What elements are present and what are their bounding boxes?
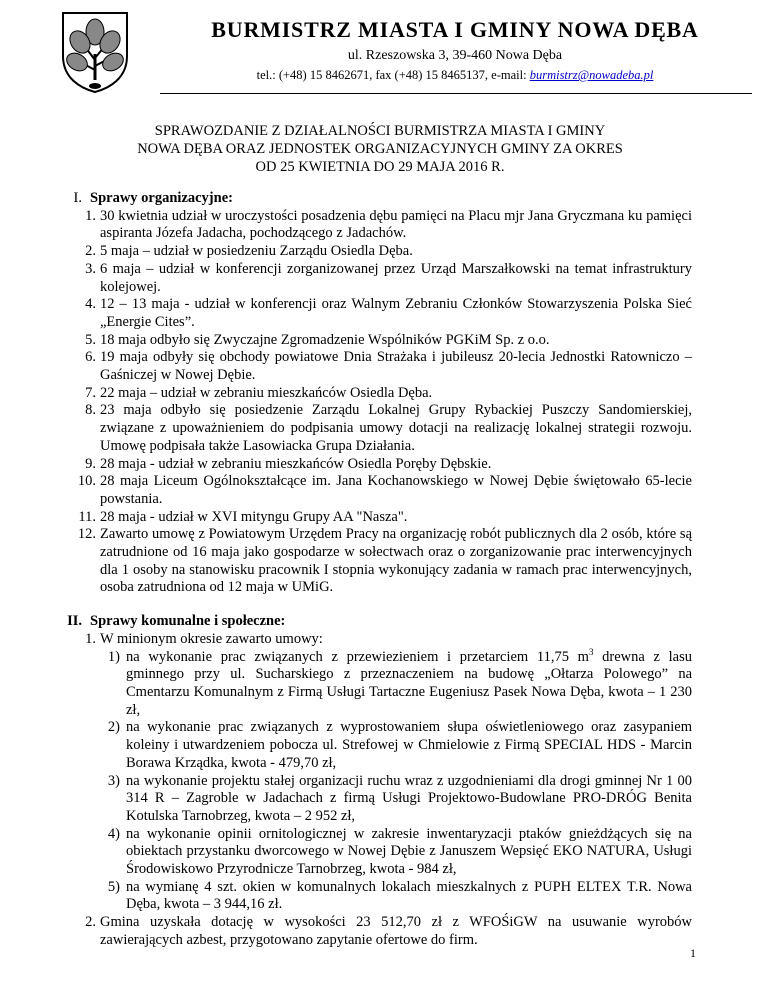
report-title-line: OD 25 KWIETNIA DO 29 MAJA 2016 R. [255, 159, 505, 175]
list-item: 1. 30 kwietnia udział w uroczystości posadzenia dębu pamięci na Placu mjr Jana Gryczmana ku pamięci aspiranta Józefa Jadacha, pochodzącego z Jadachów. [85, 207, 692, 242]
page-number: 1 [690, 946, 696, 960]
list-item: 8. 23 maja odbyło się posiedzenie Zarządu Lokalnej Grupy Rybackiej Puszczy Sandomierskiej, związane z upoważnieniem do podpisania umowy dotacji na realizację lokalnej strategii rozwoju. Umowę podpisała także Lasowiacka Grupa Działania. [85, 402, 692, 454]
header-address: ul. Rzeszowska 3, 39-460 Nowa Dęba [347, 48, 563, 63]
section-numeral: I. [73, 190, 82, 206]
sub-list-item: 1) na wykonanie prac związanych z przewiezieniem i przetarciem 11,75 $m^3$ drewna z lasu gminnego przy ul. Sucharskiego z przeznaczeniem na budowę „Ołtarza Polowego” na Cmentarzu Komunalnym z Firmą Usługi Tartaczne Eugeniusz Pasek Nowa Dęba, kwota – 1 230 zł, [107, 646, 692, 718]
sub-list-item: 3) na wykonanie projektu stałej organizacji ruchu wraz z uzgodnieniami dla drogi gminnej Nr 1 00 314 R – Zagroble w Jadachach z firmą Usługi Projektowo-Budowlane PRO-DRÓG Benita Kotulska Tarnobrzeg, kwota – 2 952 zł, [107, 772, 692, 824]
sub-list-item: 4) na wykonanie opinii ornitologicznej w zakresie inwentaryzacji ptaków gnieżdżących się na obiektach przystanku dworcowego w Nowej Dębie z Januszem Wepsięć EKO NATURA, Usługi Środowiskowo Przyrodnicze Tarnobrzeg, kwota - 984 zł, [107, 825, 692, 878]
list-item: 9. 28 maja - udział w zebraniu mieszkańców Osiedla Poręby Dębskie. [85, 455, 492, 472]
list-item: 12. Zawarto umowę z Powiatowym Urzędem Pracy na organizację robót publicznych dla 2 osób, które są zatrudnione od 16 maja jako gospodarze w sołectwach oraz o zorganizowanie prac interwencyjnych dla 1 osoby na stanowisku pracownik I stopnia wykonujący zadania w ramach prac interwencyjnych, osoba zatrudniona od 12 maja w UMiG. [77, 526, 692, 596]
list-item: 10. 28 maja Liceum Ogólnokształcące im. Jana Kochanowskiego w Nowej Dębie świętowało 65-lecie powstania. [77, 473, 692, 507]
list-item: 4. 12 – 13 maja - udział w konferencji oraz Walnym Zebraniu Członków Stowarzyszenia Polska Sieć „Energie Cites”. [85, 296, 692, 330]
list-item: 11. 28 maja - udział w XVI mityngu Grupy AA "Nasza". [78, 508, 408, 525]
header-contact-text: tel.: (+48) 15 8462671, fax (+48) 15 8465137, e-mail: [256, 68, 530, 82]
header-divider [160, 93, 752, 94]
header-contact [160, 68, 750, 83]
list-item: 6. 19 maja odbyły się obchody powiatowe Dnia Strażaka i jubileusz 20-lecia Jednostki Ratowniczo – Gaśniczej w Nowej Dębie. [85, 349, 692, 384]
report-title [100, 122, 660, 176]
section-heading [67, 613, 692, 631]
list-item: 3. 6 maja – udział w konferencji zorganizowanej przez Urząd Marszałkowski na temat infrastruktury kolejowej. [85, 260, 692, 295]
list-item: 1. W minionym okresie zawarto umowy: [85, 630, 323, 647]
email-link[interactable]: burmistrz@nowadeba.pl [529, 68, 654, 82]
section-title: Sprawy komunalne i społeczne: [90, 613, 286, 630]
list-item: 2. Gmina uzyskała dotację w wysokości 23 512,70 zł z WFOŚiGW na usuwanie wyrobów zawierających azbest, przygotowano zapytanie ofertowe do firm. [85, 914, 692, 948]
report-body [67, 190, 692, 950]
section-title: Sprawy organizacyjne: [90, 190, 233, 206]
section-heading [73, 190, 692, 208]
sub-list-item: 2) na wykonanie prac związanych z wyprostowaniem słupa oświetleniowego oraz zasypaniem koleiny i utwardzeniem pobocza ul. Strefowej w Chmielowie z Firmą SPECIAL HDS - Marcin Borawa Krządka, kwota - 479,70 zł, [107, 719, 692, 771]
header-title: BURMISTRZ MIASTA I GMINY NOWA DĘBA [211, 17, 699, 42]
coat-of-arms-icon [60, 10, 130, 94]
section-numeral: II. [67, 613, 82, 630]
list-item: 7. 22 maja – udział w zebraniu mieszkańców Osiedla Dęba. [85, 384, 433, 401]
report-title-line: NOWA DĘBA ORAZ JEDNOSTEK ORGANIZACYJNYCH GMINY ZA OKRES [137, 141, 623, 157]
list-item: 5. 18 maja odbyło się Zwyczajne Zgromadzenie Wspólników PGKiM Sp. z o.o. [85, 331, 550, 348]
list-item: 2. 5 maja – udział w posiedzeniu Zarządu Osiedla Dęba. [85, 243, 413, 260]
report-title-line: SPRAWOZDANIE Z DZIAŁALNOŚCI BURMISTRZA MIASTA I GMINY [154, 123, 606, 139]
sub-list-item: 5) na wymianę 4 szt. okien w komunalnych lokalach mieszkalnych z PUPH ELTEX T.R. Nowa Dęba, kwota – 3 944,16 zł. [107, 878, 692, 913]
section-1-list [76, 208, 692, 597]
